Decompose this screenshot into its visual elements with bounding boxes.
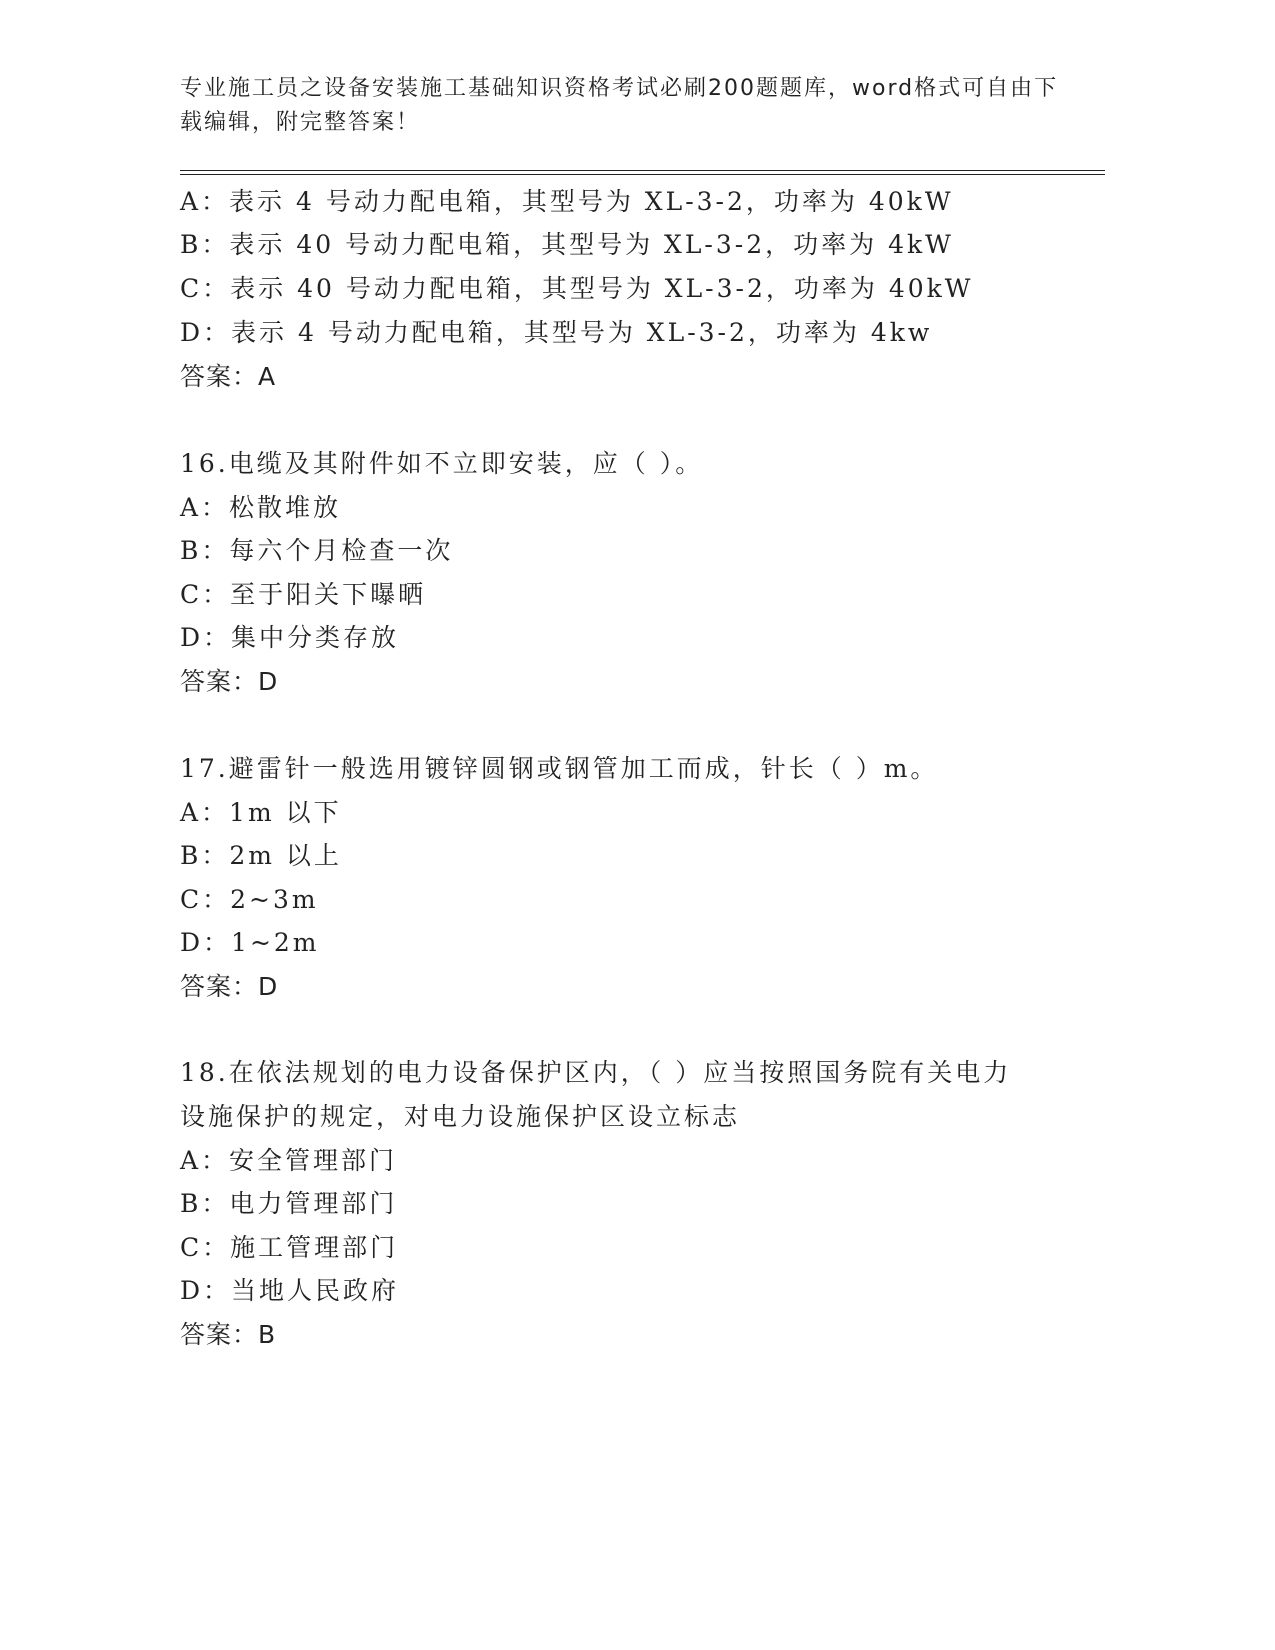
document-header: 专业施工员之设备安装施工基础知识资格考试必刷200题题库，word格式可自由下载编辑，附完整答案！ <box>180 76 1059 135</box>
option-d: D：表示 4 号动力配电箱，其型号为 XL-3-2，功率为 4kw <box>180 318 933 347</box>
answer-line <box>180 972 278 1002</box>
answer-value: D <box>258 667 279 696</box>
answer-label: 答案： <box>180 972 259 1001</box>
answer-label: 答案： <box>180 362 259 391</box>
option-c: C：至于阳关下曝晒 <box>180 580 427 609</box>
option-a: A：表示 4 号动力配电箱，其型号为 XL-3-2，功率为 40kW <box>180 187 954 216</box>
answer-line <box>180 362 276 392</box>
option-d: D：集中分类存放 <box>180 623 400 652</box>
option-a: A：松散堆放 <box>180 493 342 522</box>
question-text: 17.避雷针一般选用镀锌圆钢或钢管加工而成，针长（ ）m。 <box>180 754 939 783</box>
answer-line <box>180 1320 276 1350</box>
option-d: D：当地人民政府 <box>180 1276 400 1305</box>
answer-value: D <box>258 972 279 1001</box>
answer-label: 答案： <box>180 1320 259 1349</box>
option-a: A：1m 以下 <box>180 798 342 827</box>
answer-value: A <box>258 362 277 391</box>
answer-label: 答案： <box>180 667 259 696</box>
question-text-line-1: 18.在依法规划的电力设备保护区内，（ ）应当按照国务院有关电力 <box>180 1058 1012 1087</box>
option-c: C：施工管理部门 <box>180 1233 399 1262</box>
option-c: C：2~3m <box>180 885 319 914</box>
option-a: A：安全管理部门 <box>180 1146 398 1175</box>
option-b: B：每六个月检查一次 <box>180 536 454 565</box>
question-text-line-2: 设施保护的规定，对电力设施保护区设立标志 <box>180 1102 741 1131</box>
option-b: B：表示 40 号动力配电箱，其型号为 XL-3-2，功率为 4kW <box>180 230 954 259</box>
question-text: 16.电缆及其附件如不立即安装，应（ ）。 <box>180 449 704 478</box>
option-b: B：电力管理部门 <box>180 1189 398 1218</box>
option-d: D：1~2m <box>180 928 320 957</box>
header-divider-bottom <box>180 174 1105 175</box>
header-divider-top <box>180 170 1105 171</box>
option-b: B：2m 以上 <box>180 841 342 870</box>
answer-value: B <box>258 1320 277 1349</box>
answer-line <box>180 667 278 697</box>
option-c: C：表示 40 号动力配电箱，其型号为 XL-3-2，功率为 40kW <box>180 274 974 303</box>
